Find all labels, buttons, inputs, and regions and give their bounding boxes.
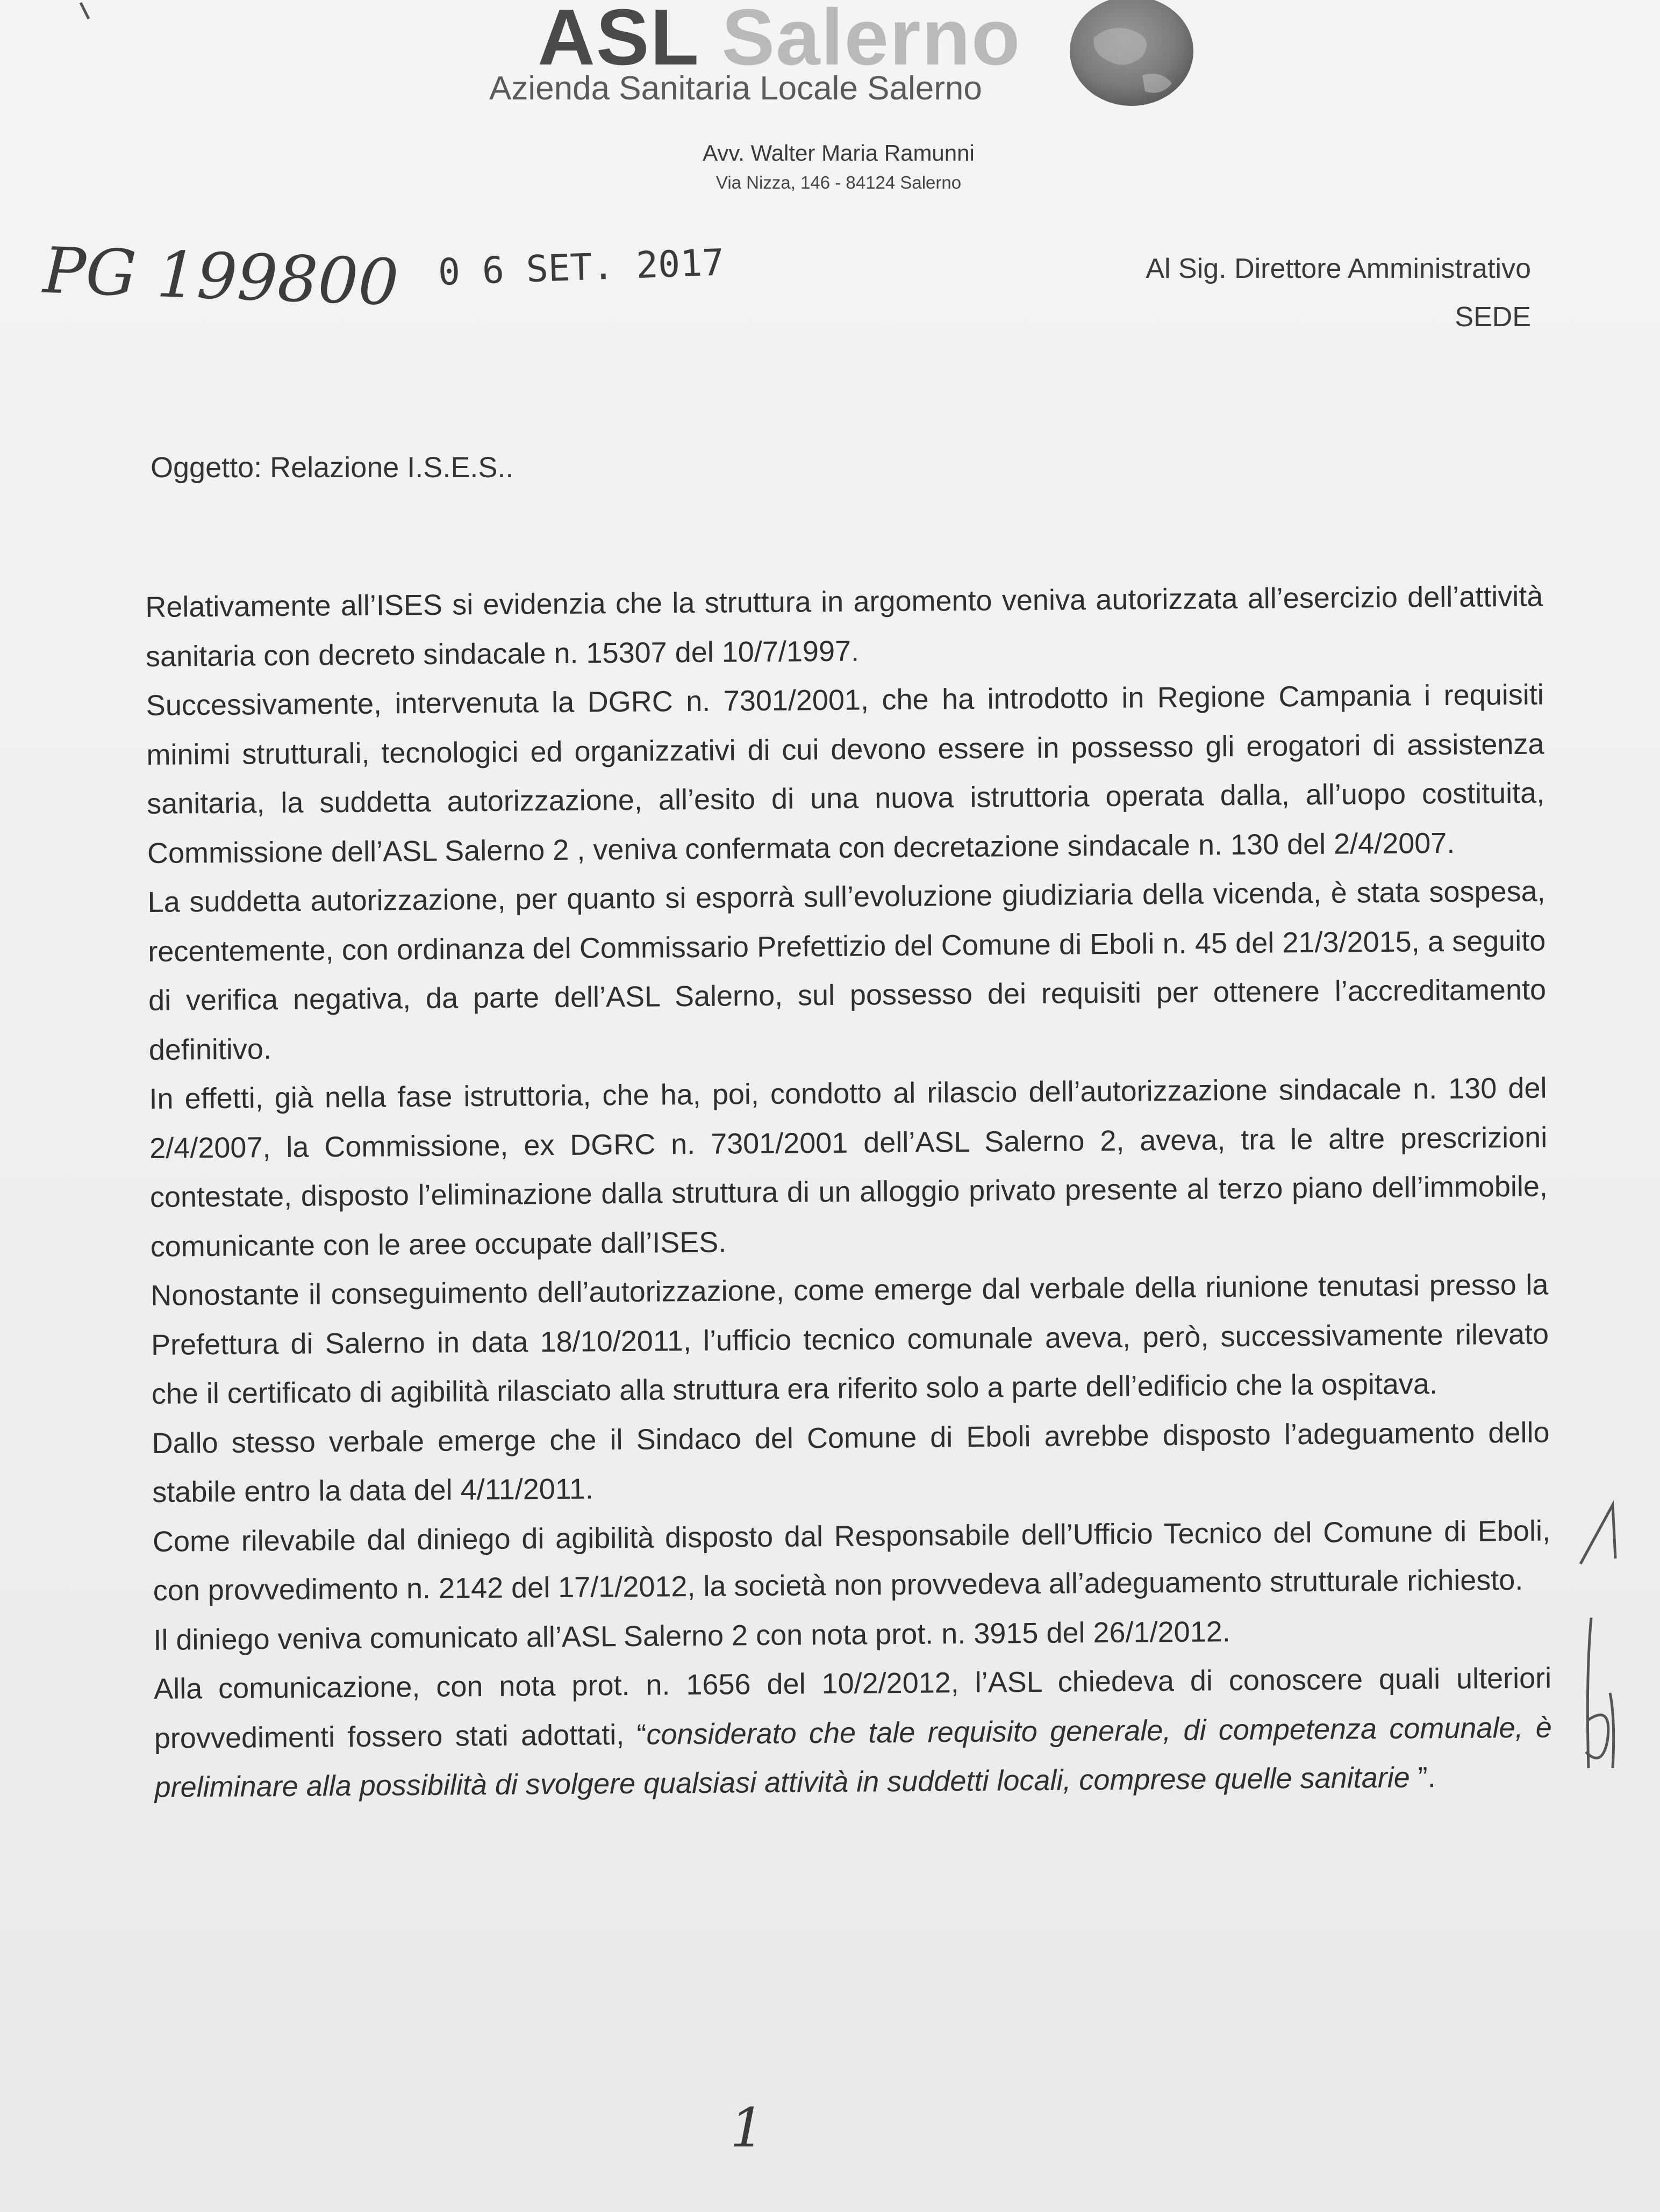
body-p9-plain: Alla comunicazione, con nota prot. n. 1656 del 10/2/2012, l’ASL chiedeva di conoscere quali ulteriori provvedimenti fossero stati adottati, “ — [153, 1662, 1552, 1755]
body-paragraph-2: Successivamente, intervenuta la DGRC n. 7301/2001, che ha introdotto in Regione Campania i requisiti minimi strutturali, tecnologici ed organizzativi di cui devono essere in possesso gli erogatori di assistenza sanitaria, la suddetta autorizzazione, all’esito di una nuova istruttoria operata dalla, all’uopo costituita, Commissione dell’ASL Salerno 2 , veniva confermata con decretazione sindacale n. 130 del 2/4/2007. — [146, 678, 1545, 870]
date-stamp: 0 6 SET. 2017 — [437, 241, 725, 295]
body-paragraph-6: Dallo stesso verbale emerge che il Sindaco del Comune di Eboli avrebbe disposto l’adeguamento dello stabile entro la data del 4/11/2011. — [152, 1416, 1550, 1509]
body-paragraph-3: La suddetta autorizzazione, per quanto si esporrà sull’evoluzione giudiziaria della vicenda, è stata sospesa, recentemente, con ordinanza del Commissario Prefettizio del Comune di Eboli n. 45 del 21/3/2015, a seguito di verifica negativa, da parte dell’ASL Salerno, sul possesso dei requisiti per ottenere l’accreditamento definitivo. — [147, 875, 1547, 1066]
subject-line: Oggetto: Relazione I.S.E.S.. — [151, 451, 514, 484]
author-address: Via Nizza, 146 - 84124 Salerno — [715, 173, 962, 192]
brand-faint: Salerno — [721, 0, 1021, 82]
letter-body — [145, 572, 1552, 1813]
body-paragraph-5: Nonostante il conseguimento dell’autorizzazione, come emerge dal verbale della riunione tenutasi presso la Prefettura di Salerno in data 18/10/2011, l’ufficio tecnico comunale aveva, però, successivamente rilevato che il certificato di agibilità rilasciato alla struttura era riferito solo a parte dell’edificio che la ospitava. — [151, 1268, 1549, 1410]
body-p9-quote: considerato che tale requisito generale, di competenza comunale, è preliminare alla possibilità di svolgere qualsiasi attività in suddetti locali, comprese quelle sanitarie — [154, 1711, 1552, 1804]
initials-signature — [1570, 1612, 1634, 1773]
body-p9-end: ”. — [1409, 1761, 1436, 1794]
letterhead-brand — [538, 0, 1021, 82]
body-paragraph-8: Il diniego veniva comunicato all’ASL Salerno 2 con nota prot. n. 3915 del 26/1/2012. — [153, 1615, 1230, 1656]
body-paragraph-7: Come rilevabile dal diniego di agibilità disposto dal Responsabile dell’Ufficio Tecnico del Comune di Eboli, con provvedimento n. 2142 del 17/1/2012, la società non provvedeva all’adeguamento strutturale richiesto. — [152, 1514, 1551, 1607]
author-name: Avv. Walter Maria Ramunni — [703, 140, 975, 166]
body-paragraph-1: Relativamente all’ISES si evidenzia che la struttura in argomento veniva autorizzata all’esercizio dell’attività sanitaria con decreto sindacale n. 15307 del 10/7/1997. — [145, 580, 1543, 673]
brand-main: ASL — [538, 0, 722, 82]
handwritten-one-mark — [1575, 1494, 1629, 1569]
addressee-line2: SEDE — [1455, 301, 1531, 333]
letterhead-subtitle: Azienda Sanitaria Locale Salerno — [489, 70, 982, 107]
corner-tick-mark — [75, 0, 108, 32]
body-paragraph-4: In effetti, già nella fase istruttoria, che ha, poi, condotto al rilascio dell’autorizzazione sindacale n. 130 del 2/4/2007, la Commissione, ex DGRC n. 7301/2001 dell’ASL Salerno 2, aveva, tra le altre prescrizioni contestate, disposto l’eliminazione dalla struttura di un alloggio privato presente al terzo piano dell’immobile, comunicante con le aree occupate dall’ISES. — [149, 1072, 1548, 1263]
addressee-line1: Al Sig. Direttore Amministrativo — [1146, 253, 1531, 284]
page-number: 1 — [730, 2096, 764, 2159]
protocol-number-handwritten: PG 199800 — [41, 233, 400, 320]
body-paragraph-9 — [154, 1654, 1552, 1813]
addressee-block — [993, 245, 1531, 341]
globe-logo-icon — [1062, 0, 1201, 113]
